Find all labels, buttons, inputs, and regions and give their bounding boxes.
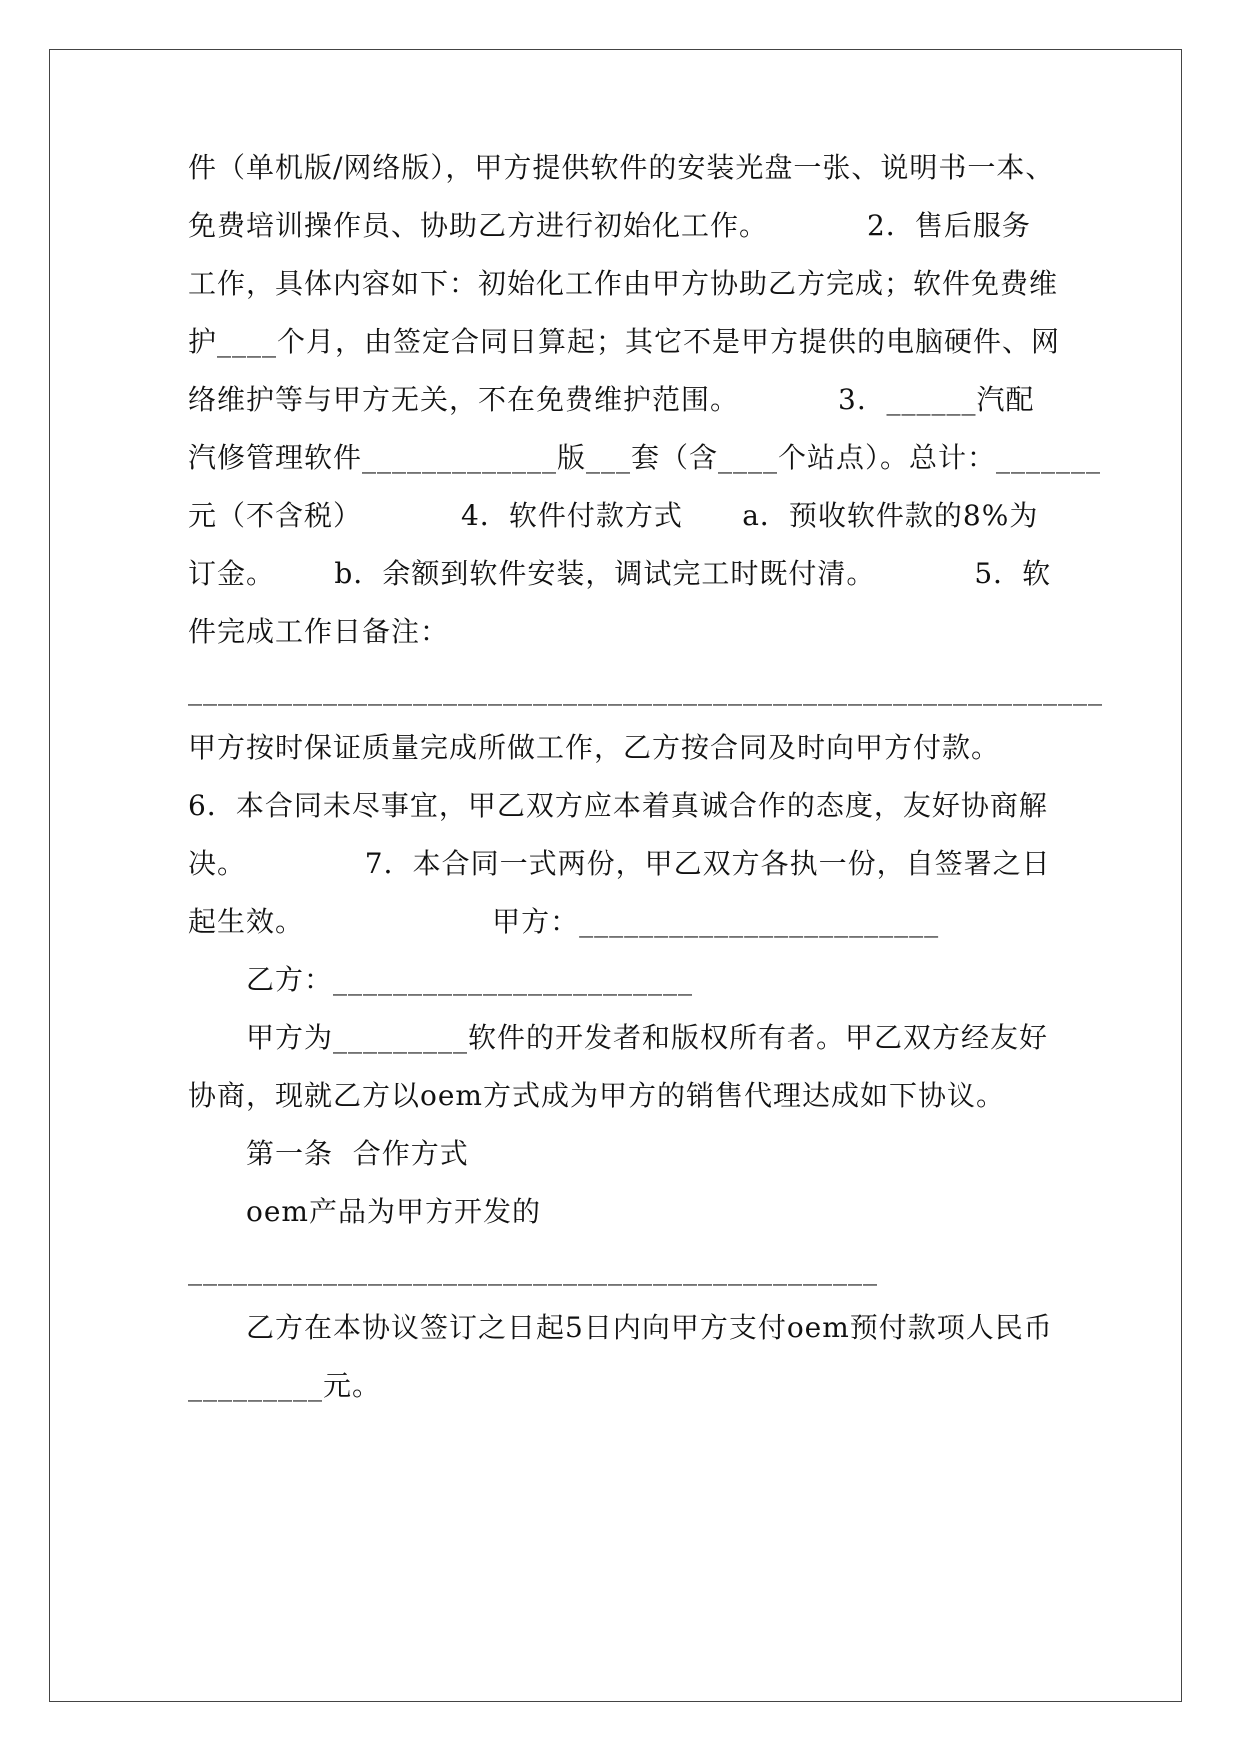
text-line-8: 订金。 b．余额到软件安装，调试完工时既付清。 5．软 — [188, 557, 1052, 590]
text-line-17: 协商，现就乙方以oem方式成为甲方的销售代理达成如下协议。 — [188, 1079, 1005, 1112]
blank-fill-line-2: ______________________________________________ — [188, 1253, 878, 1286]
text-line-3: 工作，具体内容如下：初始化工作由甲方协助乙方完成；软件免费维 — [188, 267, 1059, 300]
text-line-6: 汽修管理软件_____________版___套（含____个站点）。总计：_______ — [188, 441, 1102, 474]
text-line-9: 件完成工作日备注： — [188, 615, 450, 648]
text-line-13: 决。 7．本合同一式两份，甲乙双方各执一份，自签署之日 — [188, 847, 1051, 880]
party-a-signature-line: 起生效。 甲方：________________________ — [188, 905, 940, 938]
blank-fill-line-1: _____________________________________________________________ — [188, 673, 1103, 706]
text-line-22: _________元。 — [188, 1369, 382, 1402]
text-line-5: 络维护等与甲方无关，不在免费维护范围。 3. ______汽配 — [188, 383, 1035, 416]
text-line-2: 免费培训操作员、协助乙方进行初始化工作。 2．售后服务 — [188, 209, 1031, 242]
text-line-4: 护____个月，由签定合同日算起；其它不是甲方提供的电脑硬件、网 — [188, 325, 1061, 358]
text-line-12: 6．本合同未尽事宜，甲乙双方应本着真诚合作的态度，友好协商解 — [188, 789, 1048, 822]
text-line-11: 甲方按时保证质量完成所做工作，乙方按合同及时向甲方付款。 — [188, 731, 1001, 764]
text-line-16: 甲方为_________软件的开发者和版权所有者。甲乙双方经友好 — [246, 1021, 1049, 1054]
text-line-19: oem产品为甲方开发的 — [246, 1195, 541, 1228]
text-line-21: 乙方在本协议签订之日起5日内向甲方支付oem预付款项人民币 — [246, 1311, 1053, 1344]
text-line-1: 件（单机版/网络版），甲方提供软件的安装光盘一张、说明书一本、 — [188, 151, 1055, 184]
article-1-heading: 第一条 合作方式 — [246, 1137, 469, 1170]
text-line-7: 元（不含税） 4．软件付款方式 a．预收软件款的8%为 — [188, 499, 1039, 532]
party-b-signature-line: 乙方：________________________ — [246, 963, 694, 996]
